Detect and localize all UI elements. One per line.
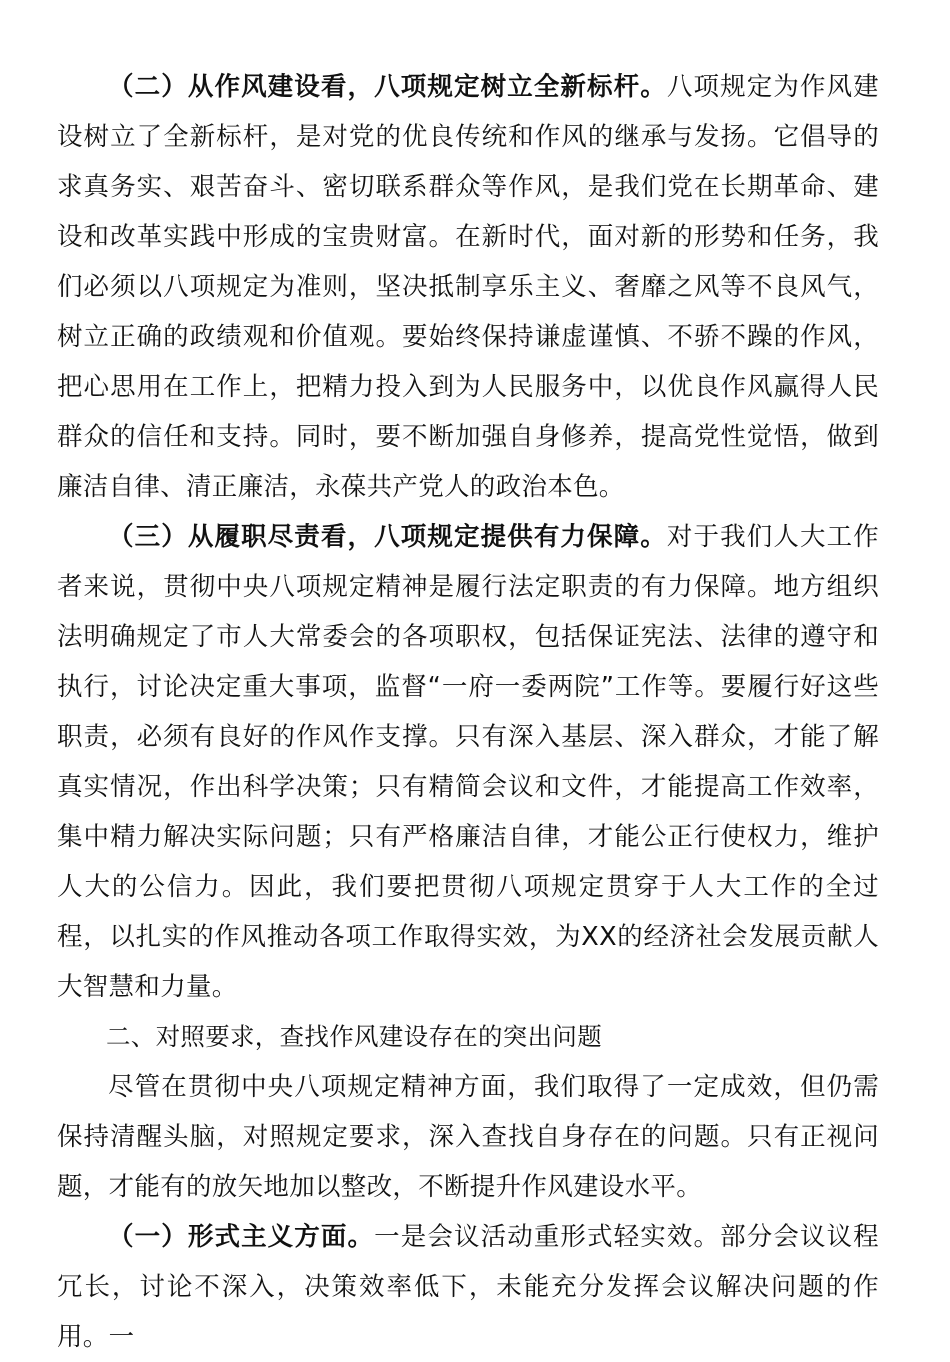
paragraph-body: 八项规定为作风建设树立了全新标杆，是对党的优良传统和作风的继承与发扬。它倡导的求真务实、艰苦奋斗、密切联系群众等作风，是我们党在长期革命、建设和改革实践中形成的宝贵财富。在新时代，面对新的形势和任务，我们必须以八项规定为准则，坚决抵制享乐主义、奢靡之风等不良风气，树立正确的政绩观和价值观。要始终保持谦虚谨慎、不骄不躁的作风，把心思用在工作上，把精力投入到为人民服务中，以优良作风赢得人民群众的信任和支持。同时，要不断加强自身修养，提高党性觉悟，做到廉洁自律、清正廉洁，永葆共产党人的政治本色。: [57, 72, 879, 502]
paragraph-lead-heading: （一）形式主义方面。: [108, 1222, 375, 1252]
intro-paragraph: 尽管在贯彻中央八项规定精神方面，我们取得了一定成效，但仍需保持清醒头脑，对照规定要求，深入查找自身存在的问题。只有正视问题，才能有的放矢地加以整改，不断提升作风建设水平。: [57, 1072, 879, 1202]
paragraph-lead-heading: （三）从履职尽责看，八项规定提供有力保障。: [108, 522, 667, 552]
paragraph-formalism: [57, 1212, 879, 1362]
paragraph-style-building: [57, 62, 879, 512]
paragraph-lead-heading: （二）从作风建设看，八项规定树立全新标杆。: [108, 72, 667, 102]
paragraph-body: 对于我们人大工作者来说，贯彻中央八项规定精神是履行法定职责的有力保障。地方组织法明确规定了市人大常委会的各项职权，包括保证宪法、法律的遵守和执行，讨论决定重大事项，监督“一府一委两院”工作等。要履行好这些职责，必须有良好的作风作支撑。只有深入基层、深入群众，才能了解真实情况，作出科学决策；只有精简会议和文件，才能提高工作效率，集中精力解决实际问题；只有严格廉洁自律，才能公正行使权力，维护人大的公信力。因此，我们要把贯彻八项规定贯穿于人大工作的全过程，以扎实的作风推动各项工作取得实效，为XX的经济社会发展贡献人大智慧和力量。: [57, 522, 879, 1002]
document-page: [57, 62, 879, 1362]
section-heading: 二、对照要求，查找作风建设存在的突出问题: [106, 1022, 602, 1051]
paragraph-body: 一是会议活动重形式轻实效。部分会议议程冗长，讨论不深入，决策效率低下，未能充分发挥会议解决问题的作用。一: [57, 1222, 879, 1352]
paragraph-duty-performance: [57, 512, 879, 1012]
